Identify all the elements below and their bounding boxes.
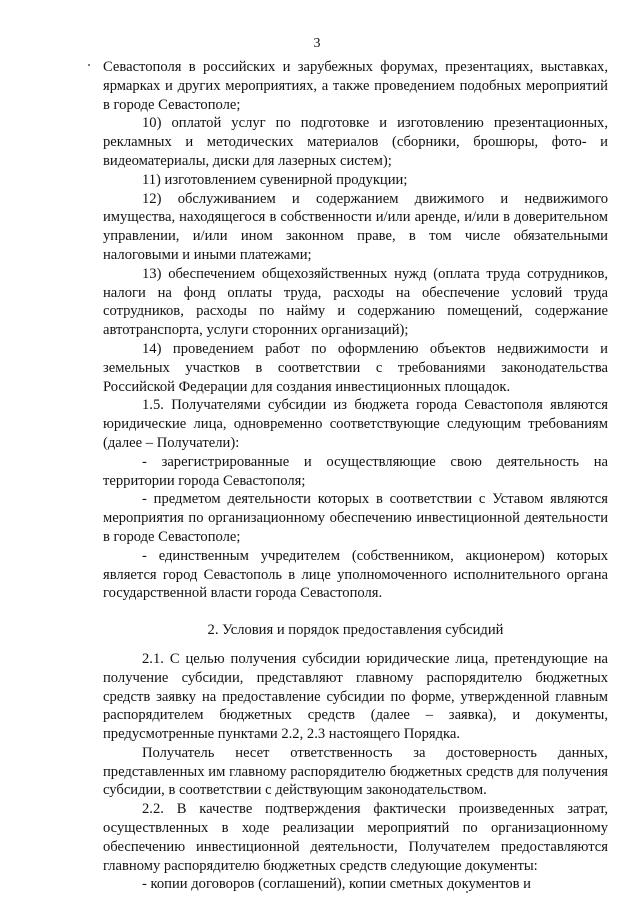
requirement-item-1: - зарегистрированные и осуществляющие свою деятельность на территории города Севастополя; (103, 453, 608, 489)
paragraph-responsibility: Получатель несет ответственность за достоверность данных, представленных им главному распорядителю бюджетных средств для получения субсидии, в соответствии с действующим законодательством. (103, 744, 608, 799)
requirement-item-3: - единственным учредителем (собственником, акционером) которых является город Севастополь в лице уполномоченного исполнительного органа государственной власти города Севастополя. (103, 547, 608, 602)
paragraph-item-9-continuation: Севастополя в российских и зарубежных форумах, презентациях, выставках, ярмарках и других мероприятиях, а также проведением подобных мероприятий в городе Севастополе; (103, 59, 608, 113)
page-number: 3 (313, 36, 321, 51)
paragraph-2-1: 2.1. С целью получения субсидии юридические лица, претендующие на получение субсидии, представляют главному распорядителю бюджетных средств заявку на предоставление субсидии по форме, утвержденной главным распорядителем бюджетных средств (далее – заявка), и документы, предусмотренные пунктами 2.2, 2.3 настоящего Порядка. (103, 650, 608, 743)
paragraph-item-14: 14) проведением работ по оформлению объектов недвижимости и земельных участков в соответствии с требованиями законодательства Российской Федерации для создания инвестиционных площадок. (103, 340, 608, 395)
paragraph-item-12: 12) обслуживанием и содержанием движимого и недвижимого имущества, находящегося в собственности и/или аренде, и/или в доверительном управлении, и/или ином законном праве, в том числе обязательными налоговыми и иными платежами; (103, 190, 608, 263)
paragraph-item-13: 13) обеспечением общехозяйственных нужд (оплата труда сотрудников, налоги на фонд оплаты труда, расходы на обеспечение условий труда сотрудников, расходы по найму и содержанию помещений, содержание автотранспорта, услуги сторонних организаций); (103, 265, 608, 339)
document-body (103, 58, 608, 894)
paragraph-1-5: 1.5. Получателями субсидии из бюджета города Севастополя являются юридические лица, одновременно соответствующие следующим требованиям (далее – Получатели): (103, 397, 608, 451)
paragraph-item-11: 11) изготовлением сувенирной продукции; (142, 171, 408, 188)
section-2-heading: 2. Условия и порядок предоставления субсидий (207, 622, 504, 639)
paragraph-2-2: 2.2. В качестве подтверждения фактически произведенных затрат, осуществленных в ходе реализации мероприятий по организационному обеспечению инвестиционной деятельности, Получателем предоставляются главному распорядителю бюджетных средств следующие документы: (103, 801, 608, 874)
paragraph-item-10: 10) оплатой услуг по подготовке и изготовлению презентационных, рекламных и методических материалов (сборники, брошюры, фото- и видеоматериалы, диски для лазерных систем); (103, 115, 608, 169)
requirement-item-2: - предметом деятельности которых в соответствии с Уставом являются мероприятия по организационному обеспечению инвестиционной деятельности в городе Севастополе; (103, 491, 608, 545)
scan-speck (88, 64, 90, 66)
document-list-item-1: - копии договоров (соглашений), копии сметных документов и (142, 876, 531, 893)
